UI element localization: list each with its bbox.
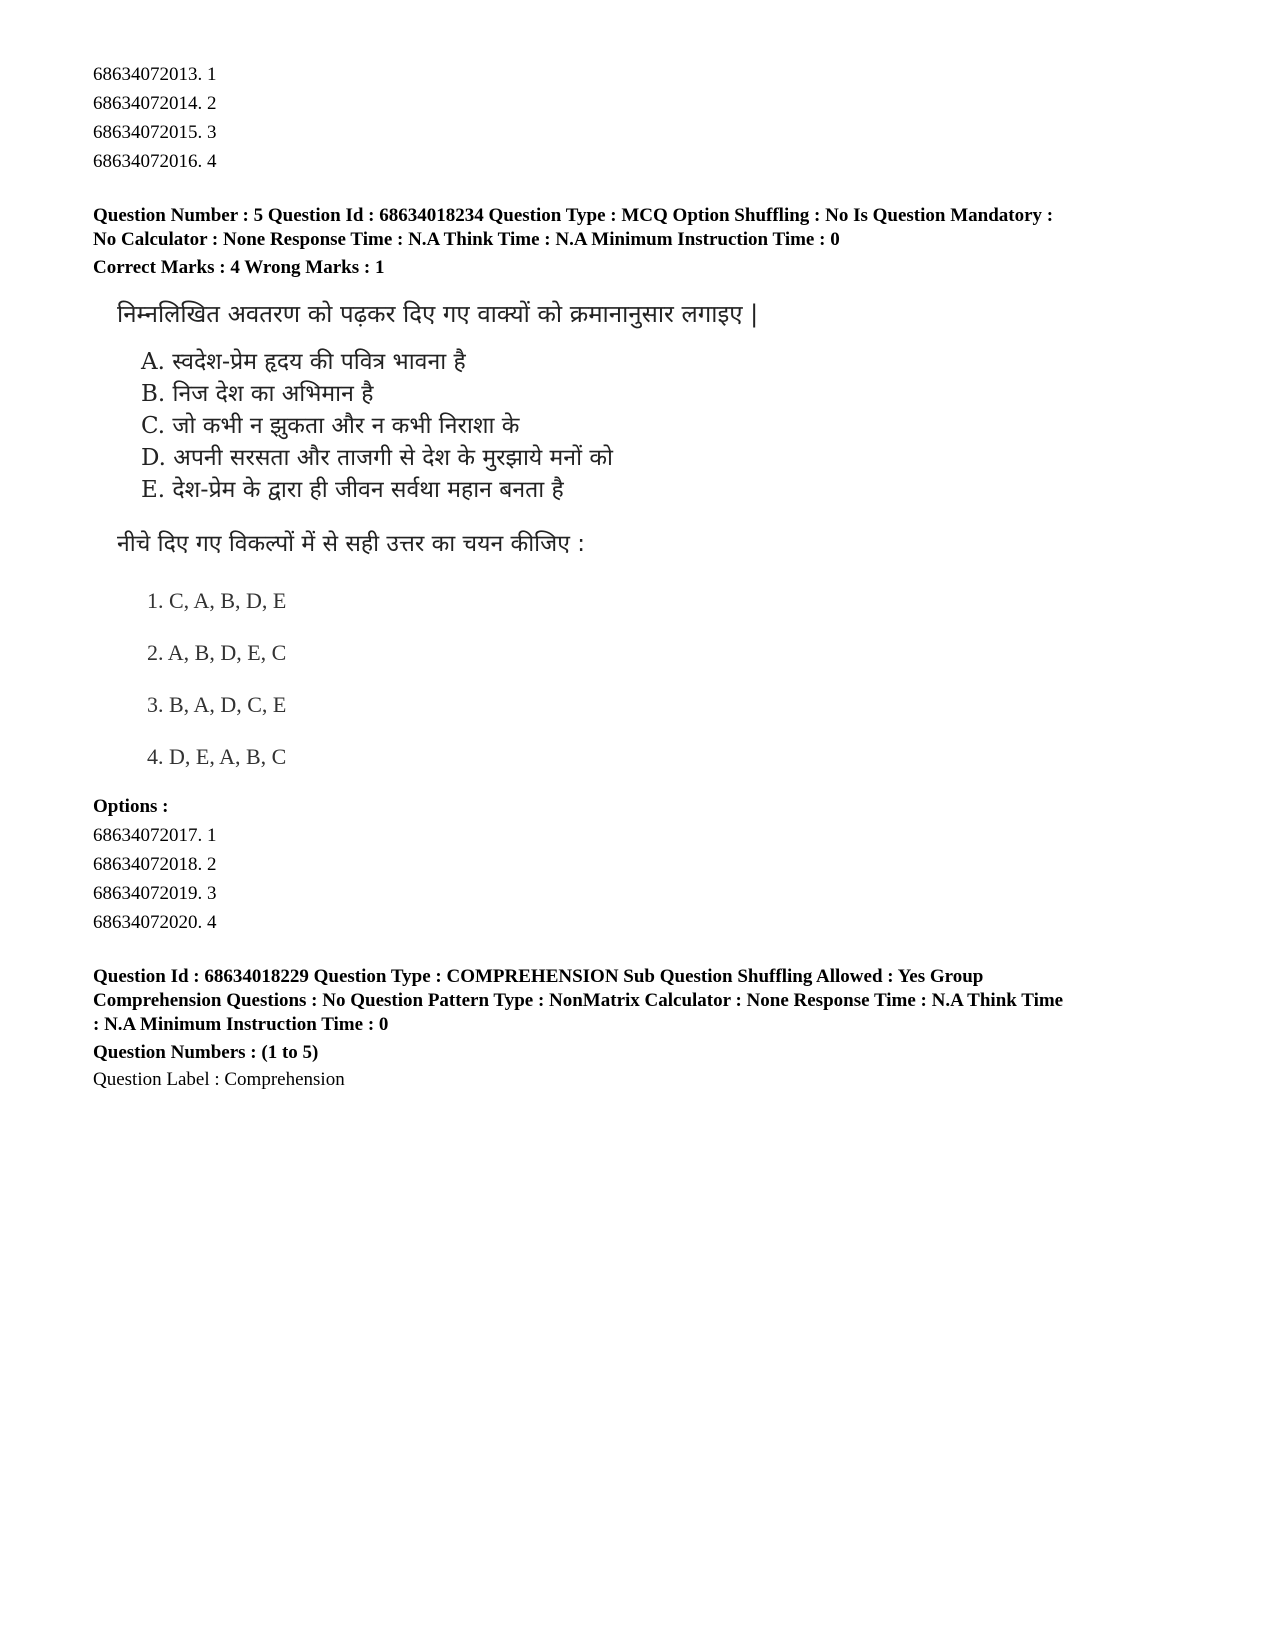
option-line: 68634072018. 2 [93, 854, 217, 875]
comprehension-meta-line: : N.A Minimum Instruction Time : 0 [93, 1014, 389, 1035]
comprehension-meta-line: Question Id : 68634018229 Question Type : COMPREHENSION Sub Question Shuffling Allowed : Yes Group [93, 966, 984, 987]
statement-letter: A. [141, 349, 165, 375]
statement-letter: E. [141, 477, 166, 503]
statement-text: अपनी सरसता और ताजगी से देश के मुरझाये मनों को [173, 445, 613, 471]
statement-text: जो कभी न झुकता और न कभी निराशा के [172, 413, 520, 439]
statement-letter: B. [141, 381, 166, 407]
answer-choice: 3. B, A, D, C, E [147, 692, 287, 717]
options-list [93, 821, 1193, 937]
statement-text: स्वदेश-प्रेम हृदय की पवित्र भावना है [172, 349, 466, 375]
statement-text: निज देश का अभिमान है [172, 381, 374, 407]
statement-b [141, 378, 837, 410]
options-heading: Options : [93, 796, 169, 817]
statement-letter: C. [141, 413, 166, 439]
option-line: 68634072019. 3 [93, 883, 217, 904]
question-content-image [117, 294, 837, 772]
statement-text: देश-प्रेम के द्वारा ही जीवन सर्वथा महान बनता है [172, 477, 564, 503]
comprehension-block [93, 965, 1193, 1094]
question-label: Question Label : Comprehension [93, 1069, 345, 1090]
answer-choice: 1. C, A, B, D, E [147, 588, 287, 613]
option-line: 68634072017. 1 [93, 825, 217, 846]
option-line: 68634072013. 1 [93, 64, 217, 85]
comprehension-meta-line: Comprehension Questions : No Question Pattern Type : NonMatrix Calculator : None Response Time : N.A Think Time [93, 990, 1064, 1011]
question-prompt: नीचे दिए गए विकल्पों में से सही उत्तर का चयन कीजिए : [117, 531, 585, 557]
statement-a [141, 346, 837, 378]
option-line: 68634072015. 3 [93, 122, 217, 143]
question-numbers: Question Numbers : (1 to 5) [93, 1042, 319, 1063]
question-meta-line: No Calculator : None Response Time : N.A Think Time : N.A Minimum Instruction Time : 0 [93, 229, 840, 250]
question-meta-line: Question Number : 5 Question Id : 68634018234 Question Type : MCQ Option Shuffling : No Is Question Mandatory : [93, 205, 1054, 226]
option-line: 68634072016. 4 [93, 151, 217, 172]
previous-options-list [93, 60, 1193, 176]
document-page [93, 60, 1193, 1094]
answer-choice: 2. A, B, D, E, C [147, 640, 287, 665]
question-instruction: निम्नलिखित अवतरण को पढ़कर दिए गए वाक्यों को क्रमानानुसार लगाइए | [117, 300, 759, 328]
statement-c [141, 410, 837, 442]
statement-e [141, 474, 837, 506]
answer-choice: 4. D, E, A, B, C [147, 744, 287, 769]
statement-letter: D. [141, 445, 166, 471]
option-line: 68634072014. 2 [93, 93, 217, 114]
question-5-block [93, 204, 1193, 937]
question-marks: Correct Marks : 4 Wrong Marks : 1 [93, 257, 385, 278]
statement-d [141, 442, 837, 474]
option-line: 68634072020. 4 [93, 912, 217, 933]
